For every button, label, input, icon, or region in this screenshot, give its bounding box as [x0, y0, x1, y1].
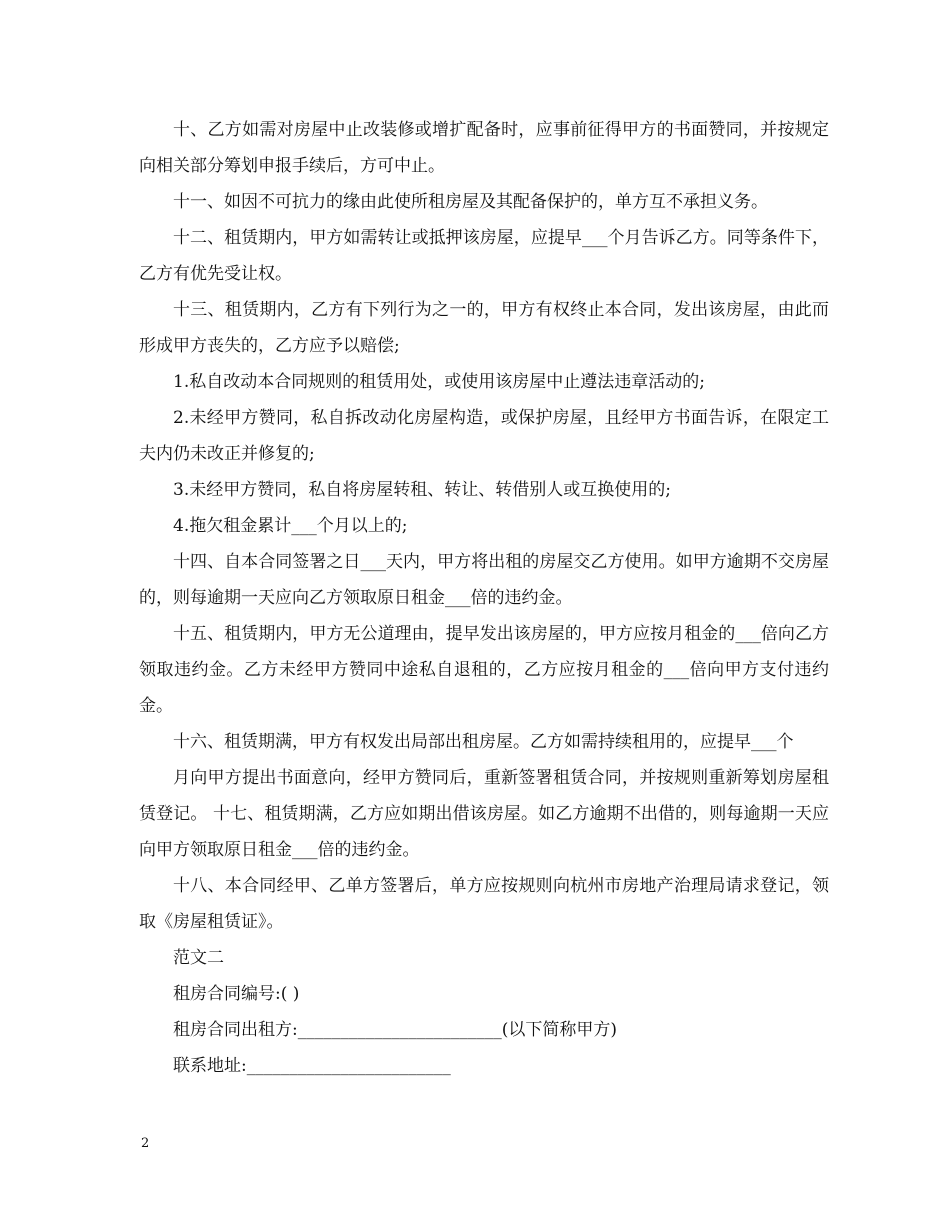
clause-12: 十二、租赁期内，甲方如需转让或抵押该房屋，应提早___个月告诉乙方。同等条件下，乙方有优先受让权。 [139, 228, 829, 284]
clause-16-17-continued: 月向甲方提出书面意向，经甲方赞同后，重新签署租赁合同，并按规则重新筹划房屋租赁登记。 十七、租赁期满，乙方应如期出借该房屋。如乙方逾期不出借的，则每逾期一天应向甲方领取原日租金___倍的违约金。 [139, 768, 829, 860]
document-body [139, 112, 829, 1084]
clause-16: 十六、租赁期满，甲方有权发出局部出租房屋。乙方如需持续租用的，应提早___个 [173, 732, 794, 752]
section-heading-sample-2: 范文二 [173, 948, 224, 968]
clause-14: 十四、自本合同签署之日___天内，甲方将出租的房屋交乙方使用。如甲方逾期不交房屋的，则每逾期一天应向乙方领取原日租金___倍的违约金。 [139, 552, 829, 608]
clause-10: 十、乙方如需对房屋中止改装修或增扩配备时，应事前征得甲方的书面赞同，并按规定向相关部分筹划申报手续后，方可中止。 [139, 120, 829, 176]
clause-18: 十八、本合同经甲、乙单方签署后，单方应按规则向杭州市房地产治理局请求登记，领取《房屋租赁证》。 [139, 876, 829, 932]
clause-13-item-4: 4.拖欠租金累计___个月以上的; [173, 516, 408, 536]
page-number: 2 [141, 1136, 150, 1151]
clause-13: 十三、租赁期内，乙方有下列行为之一的，甲方有权终止本合同，发出该房屋，由此而形成甲方丧失的，乙方应予以赔偿; [139, 300, 829, 356]
clause-13-item-2: 2.未经甲方赞同，私自拆改动化房屋构造，或保护房屋，且经甲方书面告诉，在限定工夫内仍未改正并修复的; [139, 408, 829, 464]
clause-15: 十五、租赁期内，甲方无公道理由，提早发出该房屋的，甲方应按月租金的___倍向乙方领取违约金。乙方未经甲方赞同中途私自退租的，乙方应按月租金的___倍向甲方支付违约金。 [139, 624, 829, 716]
contact-address-field: 联系地址:________________________ [173, 1056, 451, 1076]
clause-13-item-3: 3.未经甲方赞同，私自将房屋转租、转让、转借别人或互换使用的; [173, 480, 671, 500]
contract-number-field: 租房合同编号:( ) [173, 984, 300, 1004]
clause-13-item-1: 1.私自改动本合同规则的租赁用处，或使用该房屋中止遵法违章活动的; [173, 372, 705, 392]
lessor-field: 租房合同出租方:________________________(以下简称甲方) [173, 1020, 617, 1040]
clause-11: 十一、如因不可抗力的缘由此使所租房屋及其配备保护的，单方互不承担义务。 [173, 192, 768, 212]
